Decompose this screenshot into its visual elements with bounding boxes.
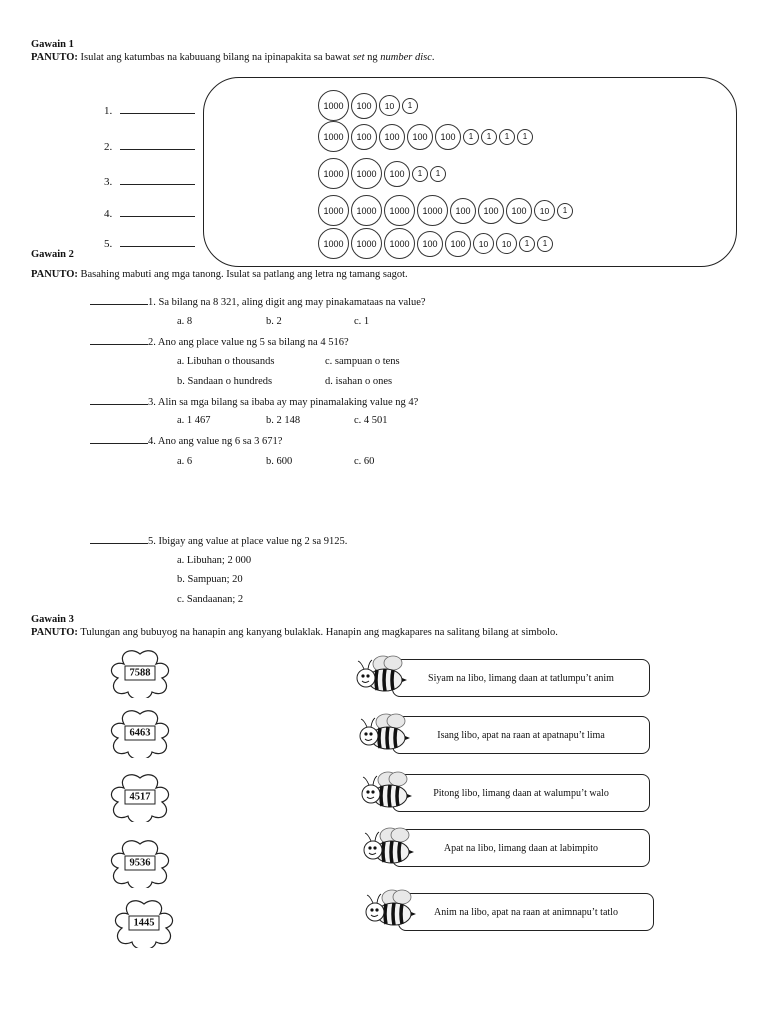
disc-row-1 <box>318 90 418 121</box>
gawain2-title: Gawain 2 <box>31 249 74 260</box>
flower[interactable] <box>108 708 172 758</box>
number-disc-1000: 1000 <box>318 195 349 226</box>
bee-icon <box>360 826 414 868</box>
number-disc-1000: 1000 <box>417 195 448 226</box>
disc-row-4 <box>318 195 573 226</box>
number-disc-100: 100 <box>506 198 532 224</box>
answer-blank[interactable] <box>90 295 148 305</box>
number-disc-10: 10 <box>496 233 517 254</box>
number-disc-1000: 1000 <box>318 90 349 121</box>
answer-blank[interactable] <box>90 335 148 345</box>
question-5: 5. Ibigay ang value at place value ng 2 sa 9125. <box>90 534 347 548</box>
number-disc-1000: 1000 <box>351 195 382 226</box>
disc-row-5 <box>318 228 553 259</box>
answer-blank[interactable] <box>120 139 195 150</box>
number-disc-1: 1 <box>481 129 497 145</box>
answer-blank[interactable] <box>120 174 195 185</box>
choice: a. 6 <box>177 456 193 467</box>
number-disc-1: 1 <box>430 166 446 182</box>
answer-blank[interactable] <box>90 434 148 444</box>
flower-number: 4517 <box>125 790 156 805</box>
flower-number: 6463 <box>125 726 156 741</box>
answer-line-4: 4. <box>104 206 195 220</box>
answer-blank[interactable] <box>120 103 195 114</box>
number-disc-1000: 1000 <box>318 158 349 189</box>
choice: c. 1 <box>354 316 370 327</box>
question-3: 3. Alin sa mga bilang sa ibaba ay may pinamalaking value ng 4? <box>90 395 418 409</box>
number-disc-100: 100 <box>407 124 433 150</box>
number-disc-1: 1 <box>402 98 418 114</box>
number-disc-100: 100 <box>379 124 405 150</box>
number-disc-1000: 1000 <box>384 195 415 226</box>
answer-line-3: 3. <box>104 174 195 188</box>
instruction-label: PANUTO: <box>31 52 78 63</box>
flower[interactable] <box>108 838 172 888</box>
disc-row-3 <box>318 158 446 189</box>
number-disc-100: 100 <box>384 161 410 187</box>
flower[interactable] <box>108 648 172 698</box>
answer-line-5: 5. <box>104 236 195 250</box>
number-disc-100: 100 <box>417 231 443 257</box>
flower[interactable] <box>108 772 172 822</box>
bee-icon <box>353 654 407 696</box>
question-4: 4. Ano ang value ng 6 sa 3 671? <box>90 434 282 448</box>
number-disc-1000: 1000 <box>351 158 382 189</box>
choice: c. 60 <box>354 456 375 467</box>
bee-label-box[interactable]: Siyam na libo, limang daan at tatlumpu’t anim <box>392 659 650 697</box>
choice: d. isahan o ones <box>325 376 393 387</box>
number-disc-10: 10 <box>534 200 555 221</box>
number-disc-1: 1 <box>519 236 535 252</box>
number-disc-100: 100 <box>351 93 377 119</box>
choice: b. Sandaan o hundreds <box>177 376 273 387</box>
bee-label-box[interactable]: Anim na libo, apat na raan at animnapu’t tatlo <box>398 893 654 931</box>
choice: c. sampuan o tens <box>325 356 400 367</box>
choice: c. Sandaanan; 2 <box>177 594 244 605</box>
choice: b. 2 148 <box>266 415 301 426</box>
answer-line-1: 1. <box>104 103 195 117</box>
disc-row-2 <box>318 121 533 152</box>
number-disc-1: 1 <box>517 129 533 145</box>
gawain1-instruction: PANUTO: Isulat ang katumbas na kabuuang bilang na ipinapakita sa bawat set ng number disc. <box>31 52 435 63</box>
flower[interactable] <box>112 898 176 948</box>
flower-number: 7588 <box>125 666 156 681</box>
number-disc-100: 100 <box>450 198 476 224</box>
bee-label-box[interactable]: Isang libo, apat na raan at apatnapu’t lima <box>392 716 650 754</box>
number-disc-10: 10 <box>379 95 400 116</box>
question-1: 1. Sa bilang na 8 321, aling digit ang may pinakamataas na value? <box>90 295 426 309</box>
answer-blank[interactable] <box>120 206 195 217</box>
choice: a. 1 467 <box>177 415 211 426</box>
number-disc-1: 1 <box>537 236 553 252</box>
choice: a. 8 <box>177 316 193 327</box>
gawain3-title: Gawain 3 <box>31 614 74 625</box>
answer-line-2: 2. <box>104 139 195 153</box>
number-disc-100: 100 <box>435 124 461 150</box>
question-2: 2. Ano ang place value ng 5 sa bilang na 4 516? <box>90 335 349 349</box>
bee-label-box[interactable]: Pitong libo, limang daan at walumpu’t walo <box>392 774 650 812</box>
bee-icon-graphic <box>353 654 407 696</box>
number-disc-1000: 1000 <box>351 228 382 259</box>
bee-label-box[interactable]: Apat na libo, limang daan at labimpito <box>392 829 650 867</box>
answer-blank[interactable] <box>120 236 195 247</box>
number-disc-1000: 1000 <box>318 228 349 259</box>
bee-icon-graphic <box>356 712 410 754</box>
choice: b. 2 <box>266 316 282 327</box>
bee-icon <box>358 770 412 812</box>
gawain3-instruction: PANUTO: Tulungan ang bubuyog na hanapin ang kanyang bulaklak. Hanapin ang magkapares na salitang bilang at simbolo. <box>31 627 558 638</box>
number-disc-1: 1 <box>499 129 515 145</box>
instruction-label: PANUTO: <box>31 627 78 638</box>
choice: b. 600 <box>266 456 293 467</box>
number-disc-1000: 1000 <box>318 121 349 152</box>
answer-blank[interactable] <box>90 395 148 405</box>
flower-number: 1445 <box>129 916 160 931</box>
number-disc-1: 1 <box>412 166 428 182</box>
gawain1-title: Gawain 1 <box>31 39 74 50</box>
choice: b. Sampuan; 20 <box>177 574 243 585</box>
choice: a. Libuhan; 2 000 <box>177 555 252 566</box>
choice: c. 4 501 <box>354 415 388 426</box>
number-disc-100: 100 <box>351 124 377 150</box>
bee-icon-graphic <box>360 826 414 868</box>
number-disc-1: 1 <box>557 203 573 219</box>
number-disc-100: 100 <box>478 198 504 224</box>
bee-icon <box>356 712 410 754</box>
number-disc-1000: 1000 <box>384 228 415 259</box>
bee-icon-graphic <box>362 888 416 930</box>
gawain2-instruction: PANUTO: Basahing mabuti ang mga tanong. Isulat sa patlang ang letra ng tamang sagot. <box>31 269 408 280</box>
bee-icon-graphic <box>358 770 412 812</box>
bee-icon <box>362 888 416 930</box>
number-disc-1: 1 <box>463 129 479 145</box>
choice: a. Libuhan o thousands <box>177 356 275 367</box>
flower-number: 9536 <box>125 856 156 871</box>
number-disc-10: 10 <box>473 233 494 254</box>
answer-blank[interactable] <box>90 534 148 544</box>
number-disc-100: 100 <box>445 231 471 257</box>
instruction-label: PANUTO: <box>31 269 78 280</box>
